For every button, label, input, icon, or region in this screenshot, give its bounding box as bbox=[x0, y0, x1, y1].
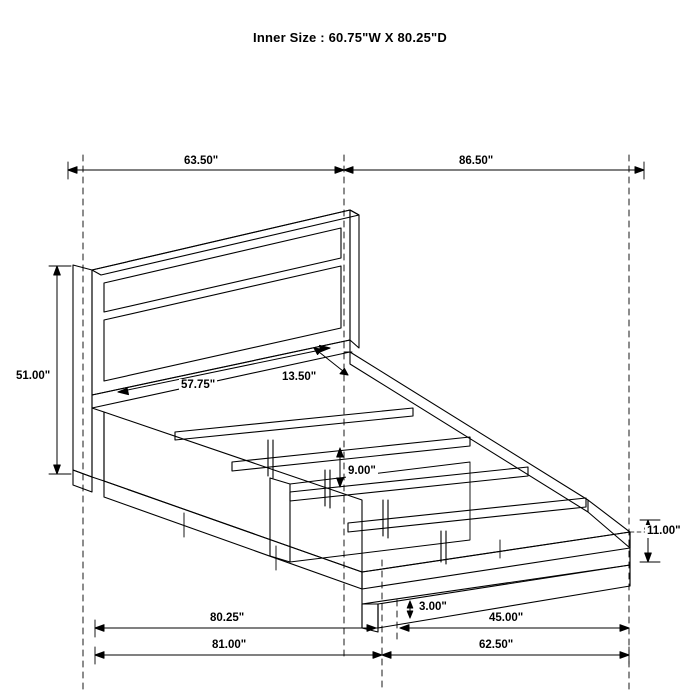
dimension-line-headboard-lower bbox=[314, 348, 352, 375]
dim-label-footboard-depth: 45.00" bbox=[489, 612, 524, 624]
bed-frame bbox=[104, 352, 630, 632]
dimension-line-slat-clearance bbox=[337, 448, 344, 487]
dim-label-side-rail-height: 11.00" bbox=[647, 525, 681, 537]
dim-label-headboard-panel-width: 57.75" bbox=[181, 379, 216, 391]
dim-label-overall-length-bottom: 81.00" bbox=[212, 639, 247, 651]
dim-label-base-rail-thickness: 3.00" bbox=[419, 601, 447, 613]
dimension-lines-top bbox=[68, 162, 644, 179]
dim-label-interior-length-bottom: 80.25" bbox=[210, 612, 245, 624]
slat-supports bbox=[175, 408, 586, 564]
dim-label-bed-length-top: 86.50" bbox=[459, 155, 494, 167]
extension-lines bbox=[83, 155, 629, 690]
dimension-line-panel-width bbox=[118, 345, 330, 394]
dimension-line-height bbox=[49, 266, 71, 474]
dim-label-headboard-lower-height: 13.50" bbox=[282, 371, 317, 383]
dim-label-headboard-width-top: 63.50" bbox=[184, 155, 219, 167]
dim-label-overall-depth-bottom: 62.50" bbox=[479, 639, 514, 651]
page-title: Inner Size : 60.75"W X 80.25"D bbox=[253, 30, 447, 45]
dimension-line-base-thickness bbox=[407, 601, 413, 618]
dim-label-headboard-height: 51.00" bbox=[16, 370, 51, 382]
dim-label-slat-clearance-height: 9.00" bbox=[348, 465, 376, 477]
